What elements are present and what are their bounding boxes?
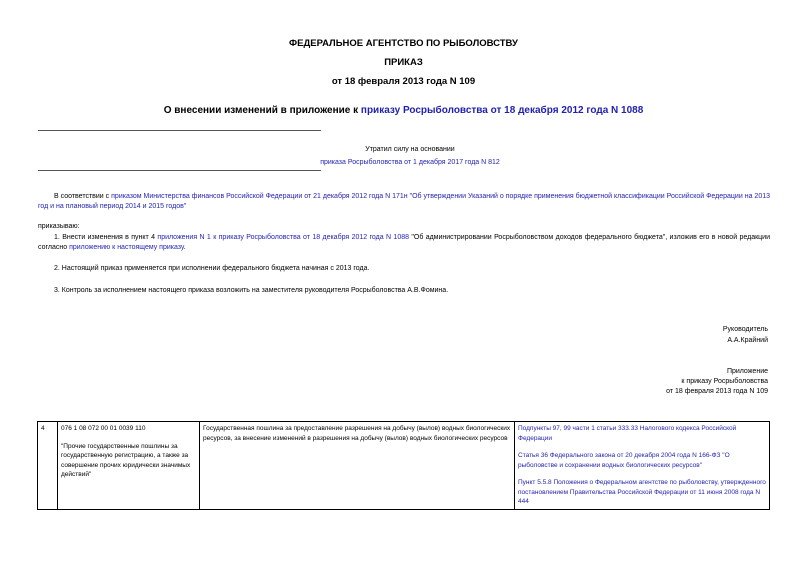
- cell-description: Государственная пошлина за предоставление разрешения на добычу (вылов) водных биологических ресурсов, за внесение изменений в разрешения на добычу (вылов) водных биологических ресурсов: [200, 422, 515, 510]
- status-link[interactable]: приказа Росрыболовства от 1 декабря 2017 года N 812: [320, 159, 500, 166]
- item-3: 3. Контроль за исполнением настоящего приказа возложить на заместителя руководителя Росрыболовства А.В.Фомина.: [54, 287, 449, 294]
- preamble-text: В соответствии с: [54, 193, 112, 200]
- doc-date-number: от 18 февраля 2013 года N 109: [331, 76, 476, 87]
- divider-bottom: [38, 170, 321, 171]
- order-word: приказываю:: [38, 223, 80, 230]
- item-1-link-annex[interactable]: приложению к настоящему приказу: [69, 244, 184, 251]
- doc-title: [0, 105, 807, 116]
- appendix-line3: от 18 февраля 2013 года N 109: [666, 388, 768, 395]
- appendix-line1: Приложение: [726, 368, 768, 375]
- preamble: [38, 192, 770, 212]
- status-block: [300, 145, 520, 168]
- status-line1: Утратил силу на основании: [365, 146, 455, 153]
- cell-legal-basis: [515, 422, 770, 510]
- basis-link-2[interactable]: Статья 36 Федерального закона от 20 декабря 2004 года N 166-ФЗ "О рыболовстве и сохранении водных биологических ресурсов": [518, 452, 730, 469]
- doc-type: ПРИКАЗ: [384, 57, 423, 68]
- basis-link-1[interactable]: Подпункты 97, 99 части 1 статьи 333.33 Налогового кодекса Российской Федерации: [518, 425, 737, 442]
- code-value: 076 1 08 072 00 01 0039 110: [61, 425, 146, 432]
- agency-name: ФЕДЕРАЛЬНОЕ АГЕНТСТВО ПО РЫБОЛОВСТВУ: [289, 38, 518, 49]
- item-1-text-a: 1. Внести изменения в пункт 4: [54, 234, 158, 241]
- item-1-text-b: "Об администрировании Росрыболовством доходов федерального бюджета", изложив его в новой редакции согласно: [38, 234, 770, 251]
- item-1: [38, 233, 770, 253]
- appendix-header: [666, 367, 768, 397]
- item-2: 2. Настоящий приказ применяется при исполнении федерального бюджета начиная с 2013 года.: [54, 265, 370, 272]
- appendix-table: [37, 421, 770, 510]
- doc-title-link[interactable]: приказу Росрыболовства от 18 декабря 2012 года N 1088: [360, 105, 644, 116]
- basis-link-3[interactable]: Пункт 5.5.8 Положения о Федеральном агентстве по рыболовству, утвержденного постановлением Правительства Российской Федерации от 11 июня 2008 года N 444: [518, 479, 766, 505]
- divider-top: [38, 130, 321, 131]
- item-1-link-appendix[interactable]: приложения N 1 к приказу Росрыболовства от 18 декабря 2012 года N 1088: [157, 234, 410, 241]
- preamble-link[interactable]: приказом Министерства финансов Российской Федерации от 21 декабря 2012 года N 171н "Об утверждении Указаний о порядке применения бюджетной классификации Российской Федерации на 2013 год и на плановый период 2014 и 2015 годов": [38, 193, 771, 210]
- appendix-line2: к приказу Росрыболовства: [681, 378, 768, 385]
- signature-block: [723, 325, 768, 346]
- doc-title-prefix: О внесении изменений в приложение к: [163, 105, 361, 116]
- code-description: "Прочие государственные пошлины за государственную регистрацию, а также за совершение прочих юридически значимых действий": [61, 442, 191, 478]
- cell-code: [58, 422, 200, 510]
- signature-name: А.А.Крайний: [727, 337, 768, 344]
- item-1-text-c: .: [183, 244, 186, 251]
- signature-position: Руководитель: [722, 326, 768, 333]
- table-row: [38, 422, 770, 510]
- cell-row-number: 4: [38, 422, 58, 510]
